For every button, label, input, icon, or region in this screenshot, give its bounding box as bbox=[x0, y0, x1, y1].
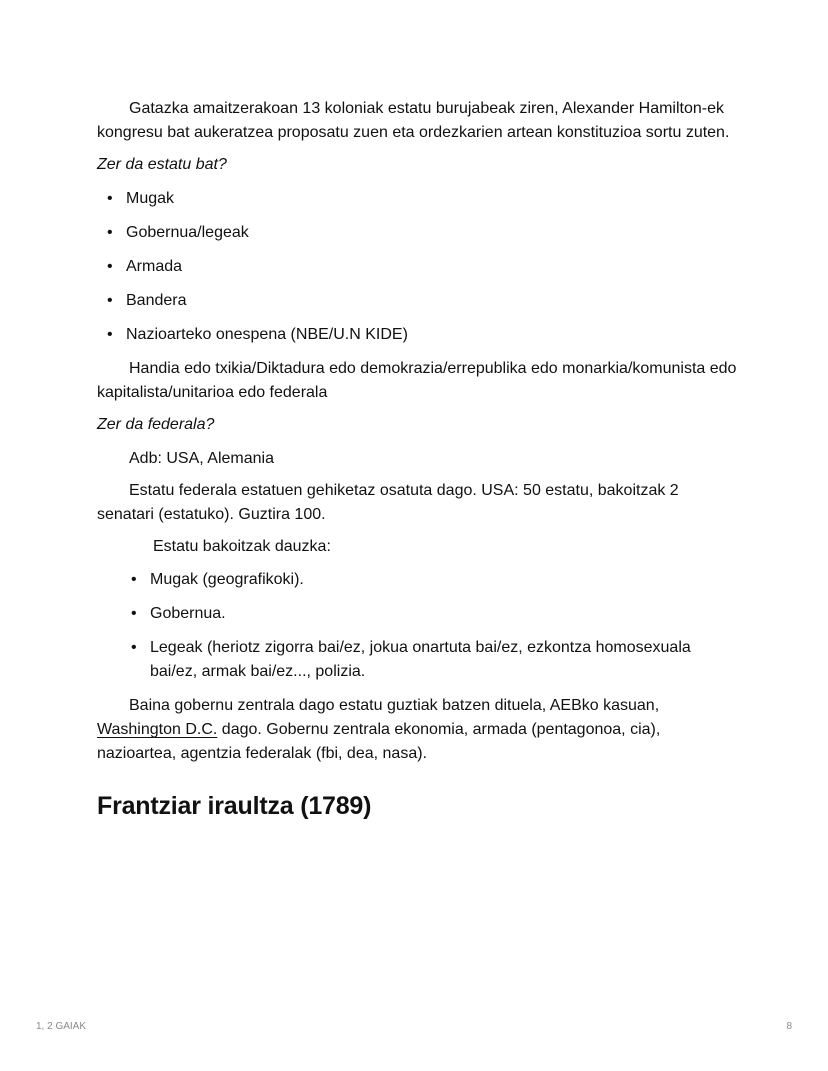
paragraph-estatu-federala: Estatu federala estatuen gehiketaz osatuta dago. USA: 50 estatu, bakoitzak 2 senatari (estatuko). Guztira 100. bbox=[97, 482, 679, 523]
washington-link[interactable]: Washington D.C. bbox=[97, 721, 218, 738]
footer-section-label: 1, 2 GAIAK bbox=[36, 1021, 87, 1032]
list-item: • Armada bbox=[97, 255, 737, 279]
list-estatu-elementuak bbox=[97, 187, 737, 347]
paragraph-intro: Gatazka amaitzerakoan 13 koloniak estatu burujabeak ziren, Alexander Hamilton-ek kongresu bat aukeratzea proposatu zuen eta ordezkarien artean konstituzioa sortu zuten. bbox=[97, 100, 730, 141]
list-estatu-bakoitzak bbox=[121, 568, 737, 684]
list-item: • Bandera bbox=[97, 289, 737, 313]
paragraph-estatu-motak: Handia edo txikia/Diktadura edo demokrazia/errepublika edo monarkia/komunista edo kapitalista/unitarioa edo federala bbox=[97, 360, 737, 401]
list-item: • Gobernua/legeak bbox=[97, 221, 737, 245]
list-item: • Nazioarteko onespena (NBE/U.N KIDE) bbox=[97, 323, 737, 347]
section-heading: Frantziar iraultza (1789) bbox=[97, 792, 372, 820]
paragraph-gobernu-zentrala bbox=[97, 694, 737, 766]
paragraph-text: dago. Gobernu zentrala ekonomia, armada (pentagonoa, cia), nazioartea, agentzia federalak (fbi, dea, nasa). bbox=[97, 721, 661, 762]
paragraph-estatu-bakoitzak: Estatu bakoitzak dauzka: bbox=[153, 538, 331, 555]
list-item: • Mugak (geografikoki). bbox=[121, 568, 737, 592]
question-federala: Zer da federala? bbox=[97, 416, 215, 433]
question-estatua: Zer da estatu bat? bbox=[97, 156, 227, 173]
paragraph-text: Baina gobernu zentrala dago estatu guztiak batzen dituela, AEBko kasuan, bbox=[129, 697, 660, 714]
paragraph-adibidea: Adb: USA, Alemania bbox=[129, 450, 274, 467]
list-item: • Gobernua. bbox=[121, 602, 737, 626]
page-content bbox=[97, 97, 737, 822]
list-item: • Mugak bbox=[97, 187, 737, 211]
footer-page-number: 8 bbox=[786, 1021, 792, 1032]
list-item: • Legeak (heriotz zigorra bai/ez, jokua onartuta bai/ez, ezkontza homosexuala bai/ez, armak bai/ez..., polizia. bbox=[121, 636, 737, 684]
